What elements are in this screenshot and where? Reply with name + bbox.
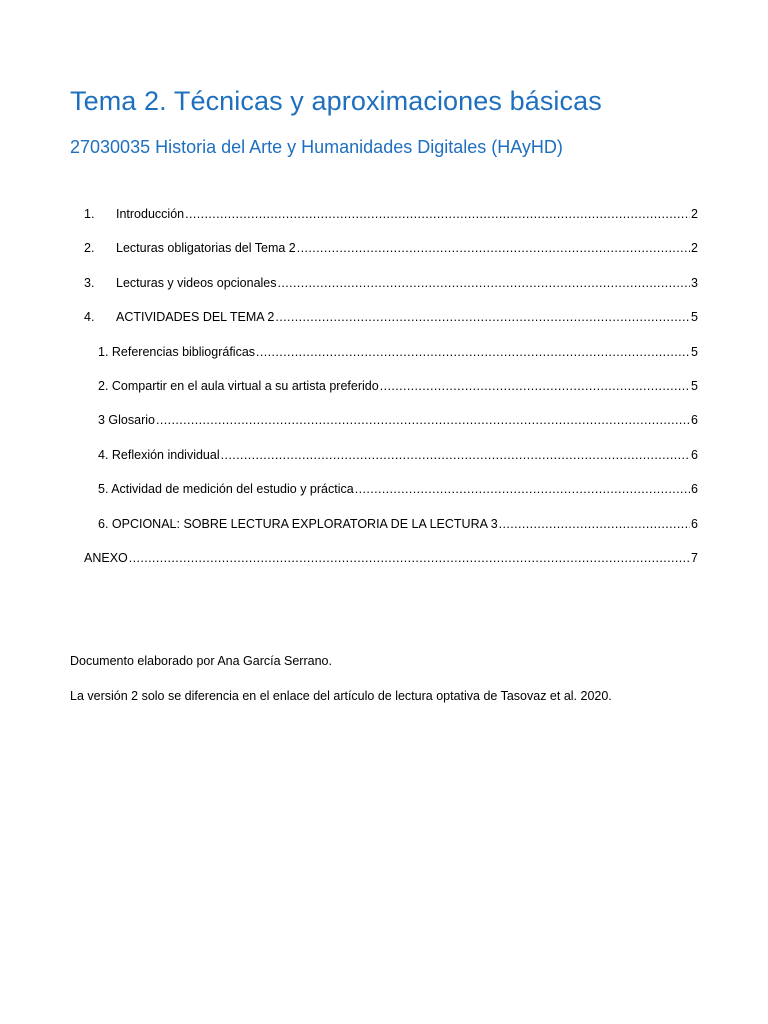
toc-entry-page: 2 — [691, 241, 698, 256]
toc-dot-leader — [221, 446, 690, 464]
toc-entry-reflexion[interactable] — [84, 446, 698, 480]
toc-entry-label: 3 Glosario — [98, 413, 155, 428]
toc-entry-page: 2 — [691, 207, 698, 221]
author-note: Documento elaborado por Ana García Serrano. — [70, 654, 332, 668]
toc-dot-leader — [278, 274, 691, 292]
version-note: La versión 2 solo se diferencia en el enlace del artículo de lectura optativa de Tasovaz et al. 2020. — [70, 689, 612, 703]
toc-entry-number: 4. — [84, 310, 95, 325]
toc-dot-leader — [156, 411, 690, 429]
toc-entry-actividades[interactable] — [84, 308, 698, 342]
toc-entry-glosario[interactable] — [84, 411, 698, 445]
document-title: Tema 2. Técnicas y aproximaciones básicas — [70, 86, 602, 116]
toc-entry-page: 5 — [691, 378, 698, 393]
toc-entry-page: 6 — [691, 447, 698, 462]
toc-entry-label: 2. Compartir en el aula virtual a su artista preferido — [98, 378, 379, 393]
toc-entry-introduccion[interactable] — [84, 205, 698, 239]
toc-entry-number: 3. — [84, 275, 95, 290]
toc-entry-lecturas-obligatorias[interactable] — [84, 239, 698, 273]
toc-entry-label: 1. Referencias bibliográficas — [98, 344, 256, 359]
toc-entry-referencias[interactable] — [84, 343, 698, 377]
toc-entry-number: 2. — [84, 241, 95, 256]
toc-entry-label: Lecturas y videos opcionales — [116, 275, 277, 290]
toc-entry-label: Lecturas obligatorias del Tema 2 — [116, 241, 296, 256]
toc-dot-leader — [275, 308, 690, 326]
toc-dot-leader — [129, 549, 690, 567]
toc-entry-label: 6. OPCIONAL: SOBRE LECTURA EXPLORATORIA DE LA LECTURA 3 — [98, 516, 498, 531]
toc-dot-leader — [355, 480, 690, 498]
toc-entry-actividad-medicion[interactable] — [84, 480, 698, 514]
toc-entry-page: 7 — [691, 550, 698, 565]
table-of-contents — [84, 205, 698, 583]
toc-entry-opcional-lectura[interactable] — [84, 515, 698, 549]
toc-entry-number: 1. — [84, 207, 95, 221]
toc-entry-label: Introducción — [116, 207, 185, 221]
toc-entry-page: 6 — [691, 482, 698, 497]
toc-entry-page: 6 — [691, 516, 698, 531]
toc-entry-label: ACTIVIDADES DEL TEMA 2 — [116, 310, 275, 325]
toc-entry-page: 3 — [691, 275, 698, 290]
toc-entry-lecturas-opcionales[interactable] — [84, 274, 698, 308]
toc-entry-label: 4. Reflexión individual — [98, 447, 220, 462]
toc-entry-page: 6 — [691, 413, 698, 428]
toc-entry-label: 5. Actividad de medición del estudio y práctica — [98, 482, 354, 497]
toc-dot-leader — [256, 343, 690, 361]
toc-entry-label: ANEXO — [84, 550, 128, 565]
document-subtitle: 27030035 Historia del Arte y Humanidades Digitales (HAyHD) — [70, 137, 563, 157]
toc-entry-page: 5 — [691, 310, 698, 325]
toc-entry-anexo[interactable] — [84, 549, 698, 583]
toc-dot-leader — [185, 205, 690, 223]
toc-entry-page: 5 — [691, 344, 698, 359]
toc-dot-leader — [380, 377, 690, 395]
toc-dot-leader — [297, 239, 690, 257]
toc-entry-compartir-artista[interactable] — [84, 377, 698, 411]
toc-dot-leader — [499, 515, 690, 533]
